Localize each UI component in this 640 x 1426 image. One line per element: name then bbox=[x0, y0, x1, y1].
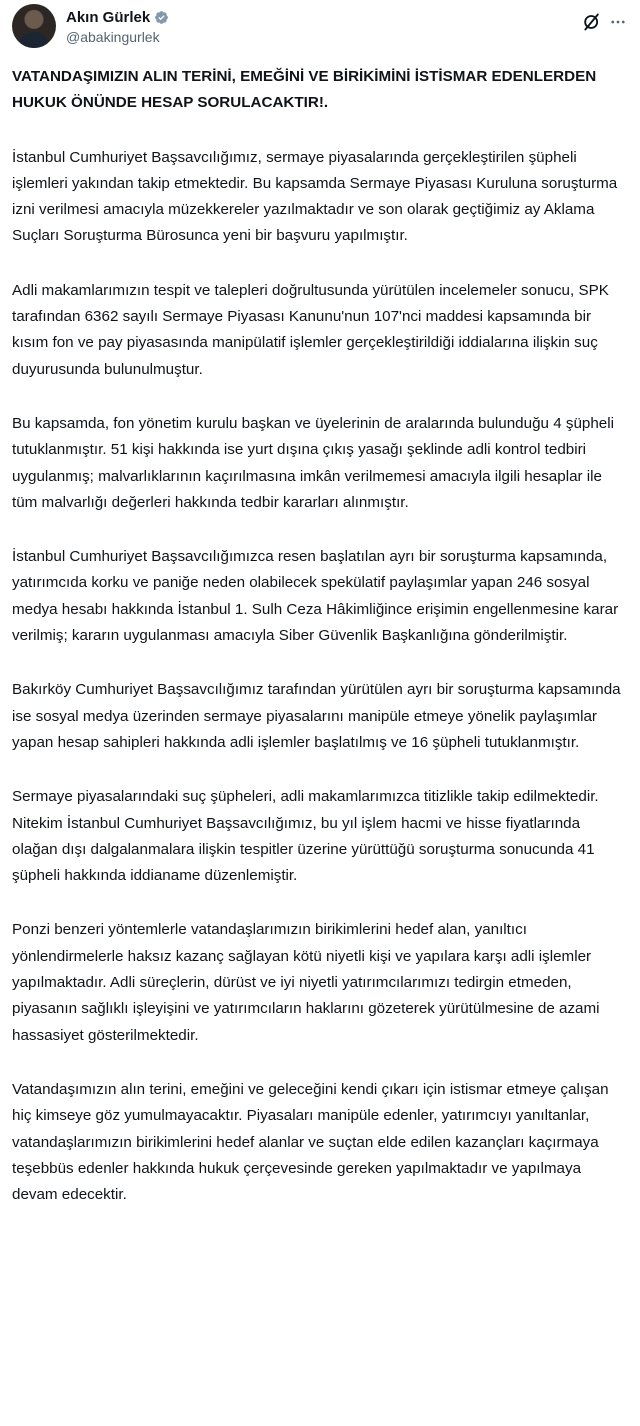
verified-badge-icon bbox=[154, 10, 169, 25]
tweet-header bbox=[12, 4, 628, 52]
handle[interactable]: @abakingurlek bbox=[66, 29, 160, 45]
display-name-row bbox=[66, 7, 169, 27]
grok-icon[interactable] bbox=[582, 12, 602, 32]
tweet-paragraph: Vatandaşımızın alın terini, emeğini ve geleceğini kendi çıkarı için istismar etmeye çalışan hiç kimseye göz yumulmayacaktır. Piyasaları manipüle edenler, yatırımcıyı yanıltanlar, vatandaşlarımızın birikimlerini hedef alanlar ve suçtan elde edilen kazançları kaçırmaya teşebbüs edenler hakkında hukuk çerçevesinde gereken yapılmaktadır ve yapılmaya devam edecektir. bbox=[12, 1080, 609, 1204]
tweet-headline: VATANDAŞIMIZIN ALIN TERİNİ, EMEĞİNİ VE BİRİKİMİNİ İSTİSMAR EDENLERDEN HUKUK ÖNÜNDE HESAP SORULACAKTIR!. bbox=[12, 68, 597, 112]
display-name[interactable]: Akın Gürlek bbox=[66, 8, 151, 26]
avatar[interactable] bbox=[12, 4, 56, 48]
author-names bbox=[66, 7, 169, 45]
tweet-text bbox=[12, 64, 628, 1208]
tweet-paragraph: İstanbul Cumhuriyet Başsavcılığımızca resen başlatılan ayrı bir soruşturma kapsamında, yatırımcıda korku ve paniğe neden olabilecek spekülatif paylaşımlar yapan 246 sosyal medya hesabı hakkında İstanbul 1. Sulh Ceza Hâkimliğince erişimin engellenmesine karar verilmiş; kararın uygulanması amacıyla Siber Güvenlik Başkanlığına gönderilmiştir. bbox=[12, 548, 619, 645]
ellipsis-icon bbox=[609, 13, 627, 31]
tweet-paragraph: Adli makamlarımızın tespit ve talepleri doğrultusunda yürütülen incelemeler sonucu, SPK tarafından 6362 sayılı Sermaye Piyasası Kanunu'nun 107'nci maddesi kapsamında bir kısım fon ve pay piyasasında manipülatif işlemler gerçekleştirildiği iddialarına ilişkin suç duyurusunda bulunulmuştur. bbox=[12, 281, 609, 378]
tweet-paragraph: Ponzi benzeri yöntemlerle vatandaşlarımızın birikimlerini hedef alan, yanıltıcı yönlendirmelerle haksız kazanç sağlayan kötü niyetli kişi ve yapılara karşı adli işlemler yapılmaktadır. Adli süreçlerin, dürüst ve iyi niyetli yatırımcılarımızı tedirgin etmeden, piyasanın sağlıklı işleyişini ve yatırımcıların haklarını gözeterek yürütülmesine de azami hassasiyet gösterilmektedir. bbox=[12, 921, 600, 1044]
tweet-paragraph: Bakırköy Cumhuriyet Başsavcılığımız tarafından yürütülen ayrı bir soruşturma kapsamında ise sosyal medya üzerinden sermaye piyasalarını manipüle etmeye yönelik paylaşımlar yapan hesap sahipleri hakkında adli işlemler başlatılmış ve 16 şüpheli tutuklanmıştır. bbox=[12, 681, 621, 751]
tweet-paragraph: İstanbul Cumhuriyet Başsavcılığımız, sermaye piyasalarında gerçekleştirilen şüpheli işlemleri yakından takip etmektedir. Bu kapsamda Sermaye Piyasası Kuruluna soruşturma izni verilmesi amacıyla müzekkereler yazılmaktadır ve son olarak geçtiğimiz ay Aklama Suçları Soruşturma Bürosunca yeni bir başvuru yapılmıştır. bbox=[12, 148, 618, 245]
tweet-paragraph: Bu kapsamda, fon yönetim kurulu başkan ve üyelerinin de aralarında bulunduğu 4 şüpheli tutuklanmıştır. 51 kişi hakkında ise yurt dışına çıkış yasağı şeklinde adli kontrol tedbiri uygulanmış; malvarlıklarının kaçırılmasına imkân verilmemesi amacıyla ilgili hesaplar ile tüm malvarlığı değerleri hakkında tedbir kararları alınmıştır. bbox=[12, 414, 614, 511]
tweet-paragraph: Sermaye piyasalarındaki suç şüpheleri, adli makamlarımızca titizlikle takip edilmektedir. Nitekim İstanbul Cumhuriyet Başsavcılığımız, bu yıl işlem hacmi ve hisse fiyatlarında olağan dışı dalgalanmalara ilişkin tespitler üzerine yürüttüğü soruşturma sonucunda 41 şüpheli hakkında iddianame düzenlemiştir. bbox=[12, 788, 599, 885]
more-options-icon[interactable] bbox=[608, 12, 628, 32]
